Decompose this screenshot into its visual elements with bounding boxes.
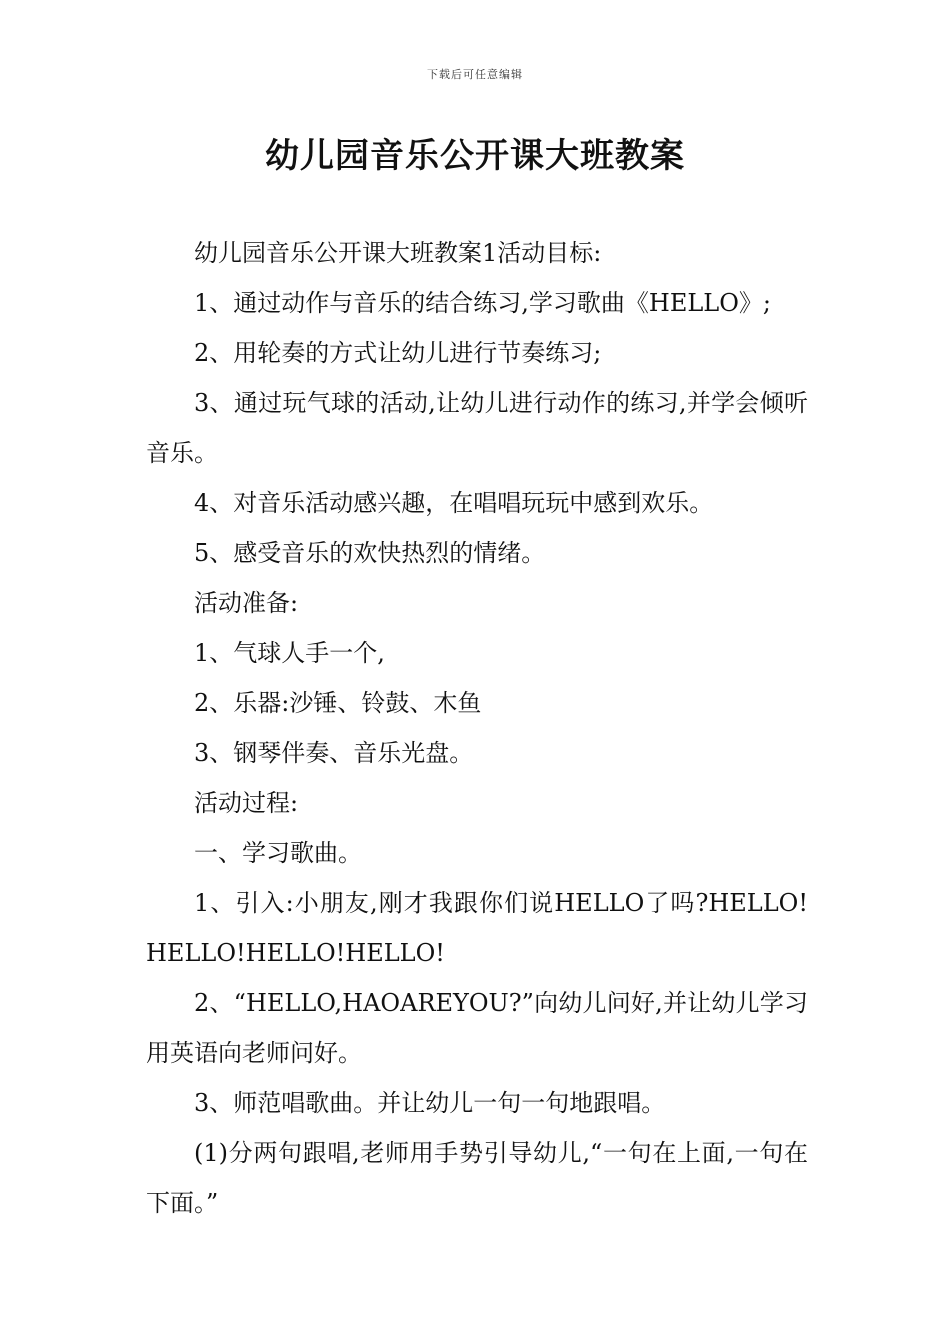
document-body bbox=[146, 228, 808, 1228]
paragraph-step-2: 2、“HELLO,HAOAREYOU?”向幼儿问好,并让幼儿学习用英语向老师问好。 bbox=[146, 989, 808, 1067]
paragraph-goal-4: 4、对音乐活动感兴趣，在唱唱玩玩中感到欢乐。 bbox=[194, 489, 714, 517]
paragraph-step-3: 3、师范唱歌曲。并让幼儿一句一句地跟唱。 bbox=[194, 1089, 666, 1117]
paragraph-goal-5: 5、感受音乐的欢快热烈的情绪。 bbox=[194, 539, 546, 567]
paragraph-goal-3: 3、通过玩气球的活动,让幼儿进行动作的练习,并学会倾听音乐。 bbox=[146, 389, 808, 467]
paragraph-prep-1: 1、气球人手一个, bbox=[194, 639, 385, 667]
header-note: 下载后可任意编辑 bbox=[427, 68, 523, 81]
paragraph-goal-2: 2、用轮奏的方式让幼儿进行节奏练习; bbox=[194, 339, 602, 367]
paragraph-step-1: 1、引入:小朋友,刚才我跟你们说HELLO了吗?HELLO!HELLO!HELLO!HELLO! bbox=[146, 889, 808, 967]
paragraph-section-1: 一、学习歌曲。 bbox=[194, 839, 362, 867]
paragraph-step-3-1: (1)分两句跟唱,老师用手势引导幼儿,“一句在上面,一句在下面。” bbox=[146, 1139, 808, 1217]
paragraph-prep-heading: 活动准备: bbox=[194, 589, 299, 617]
document-title: 幼儿园音乐公开课大班教案 bbox=[265, 136, 685, 176]
paragraph-prep-2: 2、乐器:沙锤、铃鼓、木鱼 bbox=[194, 689, 482, 717]
paragraph-prep-3: 3、钢琴伴奏、音乐光盘。 bbox=[194, 739, 474, 767]
paragraph-goal-1: 1、通过动作与音乐的结合练习,学习歌曲《HELLO》; bbox=[194, 289, 771, 317]
paragraph-intro: 幼儿园音乐公开课大班教案1活动目标: bbox=[194, 239, 602, 267]
paragraph-process-heading: 活动过程: bbox=[194, 789, 299, 817]
